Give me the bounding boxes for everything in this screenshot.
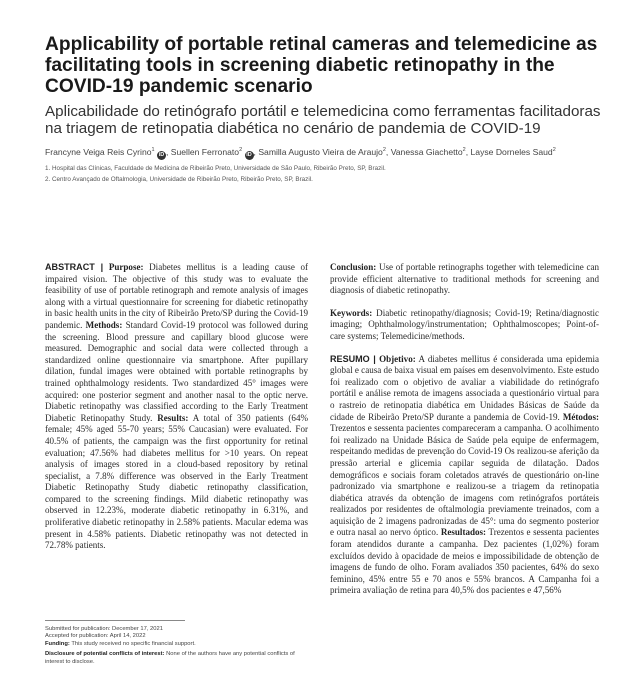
author-list: Francyne Veiga Reis Cyrino$^1$ iD , Suellen Ferronato$^2$ iD , Samilla Augusto Vieira de Araujo$^2$, Vanessa Giachetto$^2$, Layse Dorneles Saud$^2$ [45,146,556,158]
keywords-text: Diabetic retinopathy/diagnosis; Covid-19; Retina/diagnostic imaging; Ophthalmology/instrumentation; Ophthalmoscopes; Point-of-care systems; Telemedicine/methods. [330,307,600,341]
funding-note [45,641,315,648]
funding-text: This study received no specific financial support. [71,640,196,647]
footnotes [45,620,315,666]
resultados-label: Resultados: [440,527,487,538]
abstract-paragraph [45,262,308,552]
resumo-label: RESUMO | [330,353,376,364]
author-name: Layse Dorneles Saud [470,146,553,157]
author-name: Vanessa Giachetto [390,146,463,157]
conclusion-text: Use of portable retinographs together with telemedicine can provide efficient alternative to traditional methods for screening and diagnosis of diabetic retinopathy. [330,262,600,296]
author-affiliation-number: 2 [462,147,466,153]
methods-label: Methods: [85,319,123,330]
disclosure-label: Disclosure of potential conflicts of interest: [45,651,165,658]
abstract-column-left [45,262,308,552]
affiliation-2: 2. Centro Avançado de Oftalmologia, Universidade de Ribeirão Preto, Ribeirão Preto, SP, Brazil. [45,175,313,183]
abstract-column-right [330,262,599,597]
affiliation-1: 1. Hospital das Clínicas, Faculdade de Medicina de Ribeirão Preto, Universidade de São Paulo, Ribeirão Preto, SP, Brazil. [45,164,386,172]
methods-text: Standard Covid-19 protocol was followed during the screening. Blood pressure and capillary blood glucose were measured. Demographic and social data were collected through a standardized online questionnaire via smartphone. After pupillary dilation, fundal images were obtained with portable retinographs by trained ophthalmology residents. Two standardized 45° images were acquired: one posterior segment and another nasal to the optic nerve. Diabetic retinopathy was classified according to the Early Treatment Diabetic Retinopathy Study. [45,319,308,423]
abstract-continuation [330,262,599,297]
affiliations [45,165,605,184]
objetivo-label: Objetivo: [379,353,416,364]
keywords-label: Keywords: [330,307,373,318]
resultados-text: Trezentos e sessenta pacientes foram atendidos durante a campanha. Dez pacientes (1,02%) foram excluídos devido à opacidade de meios e impossibilidade de obtenção de imagens de fundo de olho. Foram avaliados 350 pacientes, 64% do sexo feminino, 45% entre 55 e 70 anos e 55% brancos. A Campanha foi a primeira avaliação de retina para 40,5% dos pacientes e 47,56% [330,527,600,596]
submitted-date: Submitted for publication: December 17, 2021 [45,626,163,632]
abstract-label: ABSTRACT | [45,262,104,272]
author-affiliation-number: 2 [239,147,243,153]
disclosure-text: None of the authors have any potential conflicts of interest to disclose. [45,651,295,665]
author-name: Samilla Augusto Vieira de Araujo [258,146,383,157]
resumo-paragraph [330,354,599,597]
objetivo-text: A diabetes mellitus é considerada uma epidemia global e causa de baixa visual em países em desenvolvimento. Este estudo foi realizado com o objetivo de avaliar a viabilidade do retinógrafo portátil e análise remota de imagens associada a questionário virtual para o rastreio de retinopatia diabética em Unidades Básicas de Saúde da cidade de Ribeirão Preto/SP durante a pandemia de Covid-19. [330,353,599,422]
accepted-date: Accepted for publication: April 14, 2022 [45,633,146,640]
purpose-label: Purpose: [108,262,144,272]
author-name: Francyne Veiga Reis Cyrino [45,146,152,157]
results-label: Results: [157,412,189,423]
orcid-icon[interactable]: iD [158,151,165,158]
author-affiliation-number: 1 [151,147,155,153]
author-name: Suellen Ferronato [170,146,240,157]
keywords-paragraph [330,308,599,343]
article-header [45,34,605,187]
metodos-label: Métodos: [562,411,599,422]
disclosure-note [45,651,315,666]
author-affiliation-number: 2 [382,147,386,153]
article-title-english: Applicability of portable retinal cameras and telemedicine as facilitating tools in screening diabetic retinopathy in the COVID-19 pandemic scenario [45,34,598,97]
results-text: A total of 350 patients (64% female; 45% aged 55-70 years; 55% Caucasian) were evaluated. For 40.5% of patients, the campaign was the first opportunity for retinal evaluation; 47.56% had diabetes mellitus for >10 years. On repeat analysis of images stored in a cloud-based repository by retinal specialist, a 7.8% difference was observed in the Early Treatment Diabetic Retinopathy Study diabetic retinopathy classification, compared to the screening findings. Mild diabetic retinopathy was observed in 12.23%, moderate diabetic retinopathy in 6.31%, and proliferative diabetic retinopathy in 2.58% patients. Macular edema was present in 4.58% patients. Diabetic retinopathy was not detected in 72.78% patients. [45,412,308,551]
article-title-portuguese: Aplicabilidade do retinógrafo portátil e telemedicina como ferramentas facilitadoras na triagem de retinopatia diabética no cenário de pandemia de COVID-19 [45,103,601,137]
funding-label: Funding: [45,640,70,647]
metodos-text: Trezentos e sessenta pacientes compareceram a campanha. O acolhimento foi realizado na Unidade Básica de Saúde pela equipe de enfermagem, respeitando medidas de prevenção do Covid-19 Os realizou-se aferição da pressão arterial e glicemia capilar seguida de dilatação. Dados demográficos e sociais foram coletados através de questionário on-line padronizado via smartphone e realizou-se a triagem da retinopatia diabética através da obtenção de imagens com retinógrafos portáteis realizados por residentes de oftalmologia previamente treinados, com a aquisição de 2 imagens padronizadas de 45°: uma do segmento posterior e outra nasal ao nervo óptico. [330,423,599,538]
purpose-text: Diabetes mellitus is a leading cause of impaired vision. The objective of this study was to evaluate the feasibility of use of portable retinograph and remote analysis of images along with a virtual questionnaire for screening for diabetic retinopathy in basic health units in the city of Ribeirão Preto/SP during the Covid-19 pandemic. [45,262,309,330]
conclusion-label: Conclusion: [330,262,377,272]
author-affiliation-number: 2 [552,147,556,153]
footnote-rule [45,620,185,621]
orcid-icon[interactable]: iD [246,151,252,158]
